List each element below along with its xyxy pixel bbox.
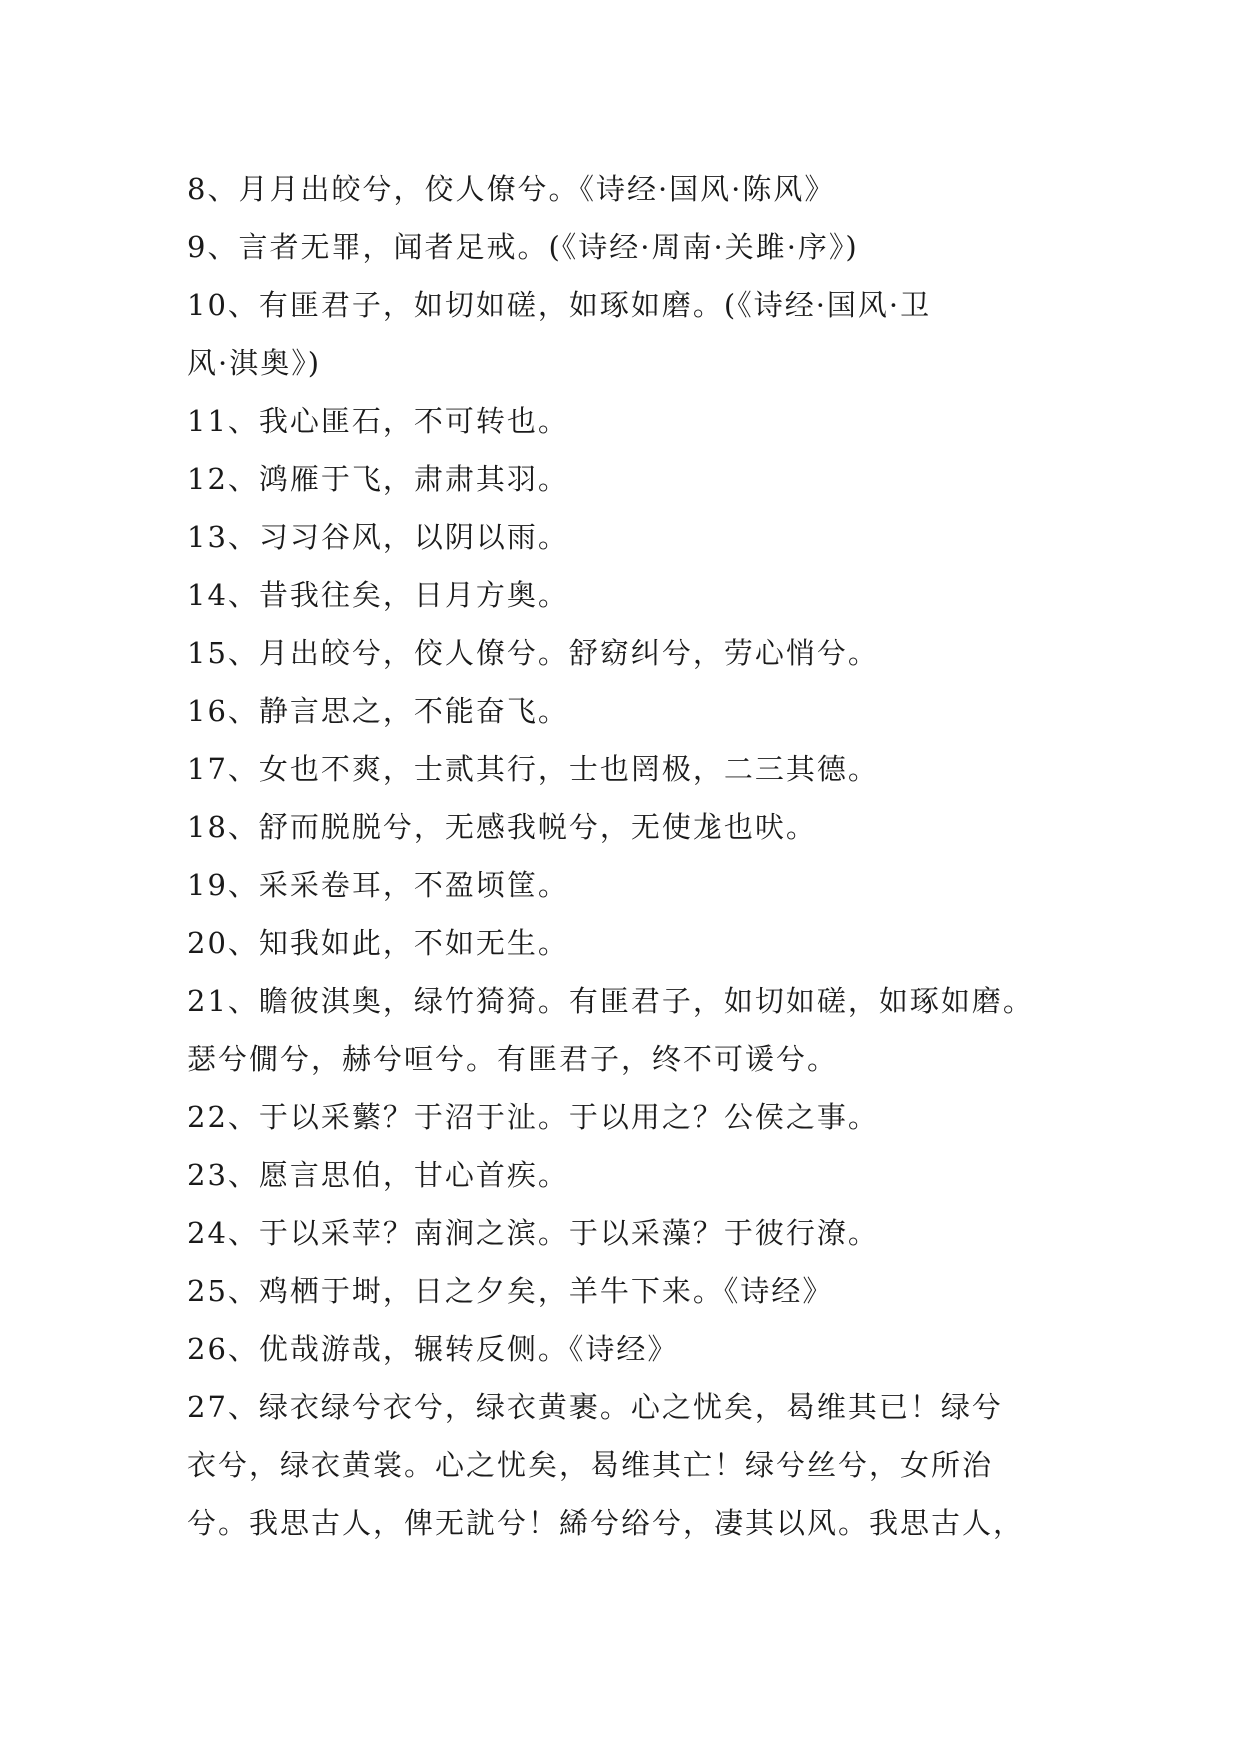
text-line: 16、静言思之，不能奋飞。	[187, 694, 569, 728]
text-line: 衣兮，绿衣黄裳。心之忧矣，曷维其亡！绿兮丝兮，女所治	[187, 1448, 994, 1482]
document-body	[187, 160, 1057, 1552]
text-line: 13、习习谷风，以阴以雨。	[187, 520, 569, 554]
text-line: 15、月出皎兮，佼人僚兮。舒窈纠兮，劳心悄兮。	[187, 636, 879, 670]
text-line: 风·淇奥》)	[187, 346, 322, 380]
text-line: 27、绿衣绿兮衣兮，绿衣黄裹。心之忧矣，曷维其已！绿兮	[187, 1390, 1003, 1424]
text-line: 22、于以采蘩？于沼于沚。于以用之？公侯之事。	[187, 1100, 879, 1134]
text-line: 20、知我如此，不如无生。	[187, 926, 569, 960]
text-line: 8、月月出皎兮，佼人僚兮。《诗经·国风·陈风》	[187, 172, 836, 206]
text-line: 14、昔我往矣，日月方奥。	[187, 578, 569, 612]
text-line: 25、鸡栖于埘，日之夕矣，羊牛下来。《诗经》	[187, 1274, 834, 1308]
text-line: 兮。我思古人，俾无訧兮！絺兮绤兮，凄其以风。我思古人，	[187, 1506, 1025, 1540]
text-line: 18、舒而脱脱兮，无感我帨兮，无使尨也吠。	[187, 810, 817, 844]
text-line: 21、瞻彼淇奥，绿竹猗猗。有匪君子，如切如磋，如琢如磨。	[187, 984, 1034, 1018]
text-line: 11、我心匪石，不可转也。	[187, 404, 569, 438]
text-line: 9、言者无罪，闻者足戒。(《诗经·周南·关雎·序》)	[187, 230, 859, 264]
text-line: 10、有匪君子，如切如磋，如琢如磨。(《诗经·国风·卫	[187, 288, 932, 322]
text-line: 26、优哉游哉，辗转反侧。《诗经》	[187, 1332, 679, 1366]
text-line: 24、于以采苹？南涧之滨。于以采藻？于彼行潦。	[187, 1216, 879, 1250]
text-line: 瑟兮僩兮，赫兮咺兮。有匪君子，终不可谖兮。	[187, 1042, 839, 1076]
text-line: 19、采采卷耳，不盈顷筐。	[187, 868, 569, 902]
text-line: 12、鸿雁于飞，肃肃其羽。	[187, 462, 569, 496]
text-line: 17、女也不爽，士贰其行，士也罔极，二三其德。	[187, 752, 879, 786]
text-line: 23、愿言思伯，甘心首疾。	[187, 1158, 569, 1192]
